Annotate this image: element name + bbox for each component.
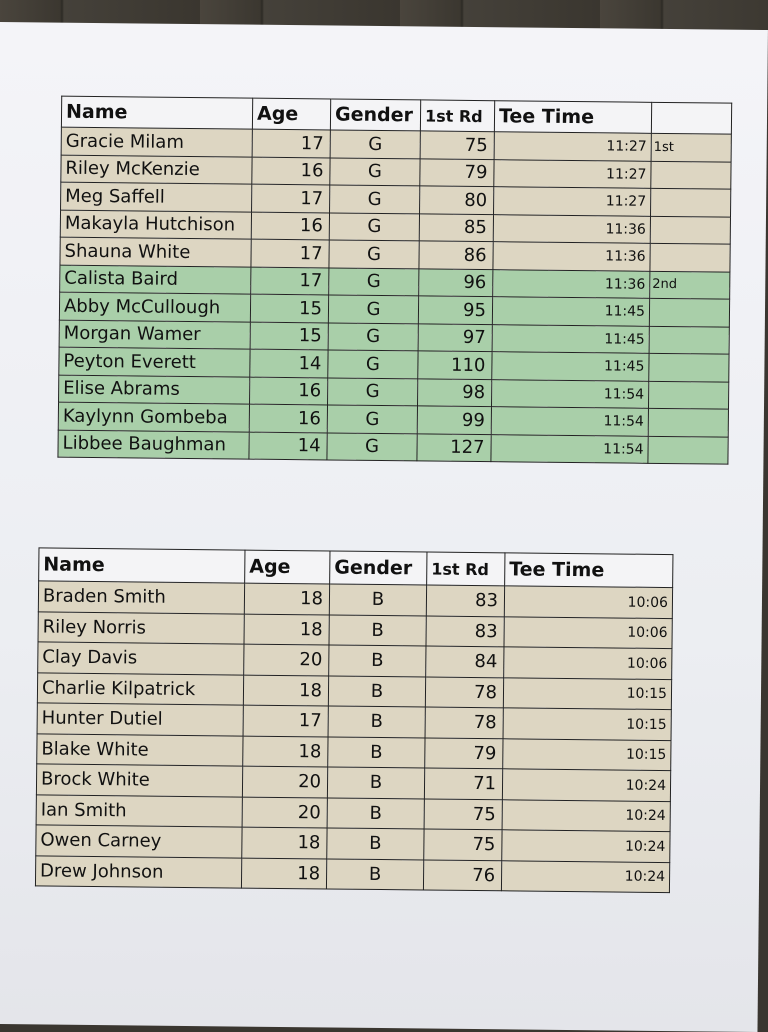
age-cell: 16 — [252, 157, 330, 185]
tee-time-cell: 10:06 — [504, 586, 672, 618]
first-round-score-cell: 83 — [426, 585, 504, 616]
first-round-score-cell: 75 — [424, 829, 502, 860]
tee-time-cell: 11:54 — [491, 407, 648, 436]
age-cell: 18 — [242, 827, 327, 858]
first-round-score-cell: 71 — [424, 768, 502, 799]
gender-cell: B — [327, 828, 424, 860]
age-cell: 16 — [251, 212, 329, 240]
gender-cell: B — [328, 736, 425, 768]
header-gender: Gender — [330, 551, 427, 585]
tee-time-cell: 11:45 — [492, 324, 649, 353]
player-name-cell: Riley Norris — [38, 611, 244, 644]
player-name-cell: Peyton Everett — [59, 347, 250, 376]
tee-time-cell: 11:54 — [491, 379, 648, 408]
header-first-round: 1st Rd — [427, 552, 505, 586]
header-age: Age — [252, 98, 330, 130]
player-name-cell: Morgan Wamer — [59, 320, 250, 349]
player-name-cell: Kaylynn Gombeba — [58, 402, 249, 431]
player-name-cell: Charlie Kilpatrick — [37, 672, 243, 705]
tee-time-cell: 11:36 — [493, 242, 650, 271]
tee-time-cell: 11:27 — [494, 187, 651, 216]
note-cell — [648, 381, 728, 409]
tee-time-cell: 11:45 — [492, 297, 649, 326]
first-round-score-cell: 84 — [426, 646, 504, 677]
age-cell: 18 — [244, 614, 329, 645]
table-row — [58, 430, 728, 465]
gender-cell: G — [330, 157, 420, 185]
player-name-cell: Calista Baird — [60, 265, 251, 294]
gender-cell: B — [329, 645, 426, 677]
gender-cell: G — [329, 212, 419, 240]
player-name-cell: Meg Saffell — [61, 182, 252, 211]
first-round-score-cell: 78 — [425, 676, 503, 707]
age-cell: 20 — [242, 766, 327, 797]
note-cell — [651, 188, 731, 216]
gender-cell: G — [328, 322, 418, 350]
gender-cell: G — [328, 350, 418, 378]
first-round-score-cell: 127 — [417, 433, 491, 461]
gender-cell: G — [327, 432, 417, 460]
tee-time-cell: 10:15 — [503, 738, 671, 770]
first-round-score-cell: 110 — [418, 351, 492, 379]
age-cell: 15 — [250, 294, 328, 322]
age-cell: 15 — [250, 322, 328, 350]
player-name-cell: Abby McCullough — [59, 292, 250, 321]
age-cell: 17 — [252, 129, 330, 157]
age-cell: 14 — [249, 432, 327, 460]
player-name-cell: Makayla Hutchison — [60, 210, 251, 239]
tee-time-cell: 10:24 — [501, 860, 669, 892]
note-cell: 1st — [651, 133, 731, 161]
note-cell — [649, 326, 729, 354]
header-first-round: 1st Rd — [420, 100, 494, 132]
gender-cell: B — [327, 797, 424, 829]
player-name-cell: Elise Abrams — [59, 375, 250, 404]
printed-sheet — [0, 22, 768, 1032]
header-note — [651, 102, 731, 134]
gender-cell: G — [327, 405, 417, 433]
tee-time-cell: 10:24 — [502, 769, 670, 801]
tee-time-cell: 11:36 — [493, 214, 650, 243]
gender-cell: G — [328, 377, 418, 405]
note-cell — [648, 436, 728, 464]
player-name-cell: Braden Smith — [38, 581, 244, 614]
player-name-cell: Gracie Milam — [61, 127, 252, 156]
tee-time-cell: 11:45 — [492, 352, 649, 381]
player-name-cell: Shauna White — [60, 237, 251, 266]
player-name-cell: Drew Johnson — [35, 855, 241, 888]
player-name-cell: Brock White — [36, 764, 242, 797]
note-cell: 2nd — [650, 271, 730, 299]
note-cell — [649, 353, 729, 381]
first-round-score-cell: 79 — [420, 158, 494, 186]
age-cell: 18 — [244, 583, 329, 614]
first-round-score-cell: 96 — [419, 268, 493, 296]
tee-time-cell: 11:27 — [494, 132, 651, 161]
header-name: Name — [39, 548, 245, 583]
tee-time-cell: 10:06 — [504, 616, 672, 648]
tee-time-cell: 11:54 — [491, 434, 648, 463]
player-name-cell: Owen Carney — [36, 825, 242, 858]
tee-time-cell: 10:06 — [504, 647, 672, 679]
first-round-score-cell: 78 — [425, 707, 503, 738]
tee-time-cell: 10:15 — [503, 708, 671, 740]
header-name: Name — [61, 96, 252, 129]
age-cell: 16 — [250, 377, 328, 405]
age-cell: 18 — [243, 736, 328, 767]
first-round-score-cell: 80 — [420, 186, 494, 214]
age-cell: 20 — [242, 797, 327, 828]
gender-cell: G — [329, 240, 419, 268]
player-name-cell: Blake White — [37, 733, 243, 766]
first-round-score-cell: 83 — [426, 615, 504, 646]
first-round-score-cell: 79 — [425, 737, 503, 768]
gender-cell: B — [328, 675, 425, 707]
first-round-score-cell: 86 — [419, 241, 493, 269]
note-cell — [648, 408, 728, 436]
gender-cell: G — [330, 185, 420, 213]
age-cell: 18 — [241, 858, 326, 889]
age-cell: 20 — [244, 644, 329, 675]
age-cell: 14 — [250, 349, 328, 377]
header-age: Age — [245, 550, 330, 584]
note-cell — [651, 161, 731, 189]
header-gender: Gender — [330, 99, 420, 131]
gender-cell: B — [329, 614, 426, 646]
age-cell: 16 — [249, 404, 327, 432]
gender-cell: B — [326, 858, 423, 890]
tee-time-cell: 11:36 — [493, 269, 650, 298]
note-cell — [650, 216, 730, 244]
age-cell: 17 — [251, 239, 329, 267]
player-name-cell: Hunter Dutiel — [37, 703, 243, 736]
gender-cell: G — [330, 130, 420, 158]
player-name-cell: Riley McKenzie — [61, 155, 252, 184]
tee-time-cell: 10:24 — [502, 830, 670, 862]
girls-tee-time-table — [57, 96, 732, 465]
age-cell: 17 — [252, 184, 330, 212]
first-round-score-cell: 85 — [419, 213, 493, 241]
header-tee-time: Tee Time — [505, 553, 673, 588]
tee-time-cell: 11:27 — [494, 159, 651, 188]
player-name-cell: Libbee Baughman — [58, 430, 249, 459]
note-cell — [650, 243, 730, 271]
first-round-score-cell: 98 — [418, 378, 492, 406]
player-name-cell: Ian Smith — [36, 794, 242, 827]
gender-cell: G — [329, 267, 419, 295]
first-round-score-cell: 75 — [420, 131, 494, 159]
note-cell — [649, 298, 729, 326]
age-cell: 17 — [251, 267, 329, 295]
boys-tee-time-table — [35, 547, 674, 893]
gender-cell: B — [329, 584, 426, 616]
gender-cell: B — [327, 767, 424, 799]
table-row — [35, 855, 669, 892]
first-round-score-cell: 75 — [424, 798, 502, 829]
tee-time-cell: 10:24 — [502, 799, 670, 831]
age-cell: 18 — [243, 675, 328, 706]
first-round-score-cell: 99 — [417, 406, 491, 434]
player-name-cell: Clay Davis — [38, 642, 244, 675]
tee-time-cell: 10:15 — [503, 677, 671, 709]
first-round-score-cell: 76 — [423, 859, 501, 890]
gender-cell: B — [328, 706, 425, 738]
first-round-score-cell: 97 — [418, 323, 492, 351]
first-round-score-cell: 95 — [418, 296, 492, 324]
header-tee-time: Tee Time — [494, 101, 651, 134]
gender-cell: G — [328, 295, 418, 323]
age-cell: 17 — [243, 705, 328, 736]
